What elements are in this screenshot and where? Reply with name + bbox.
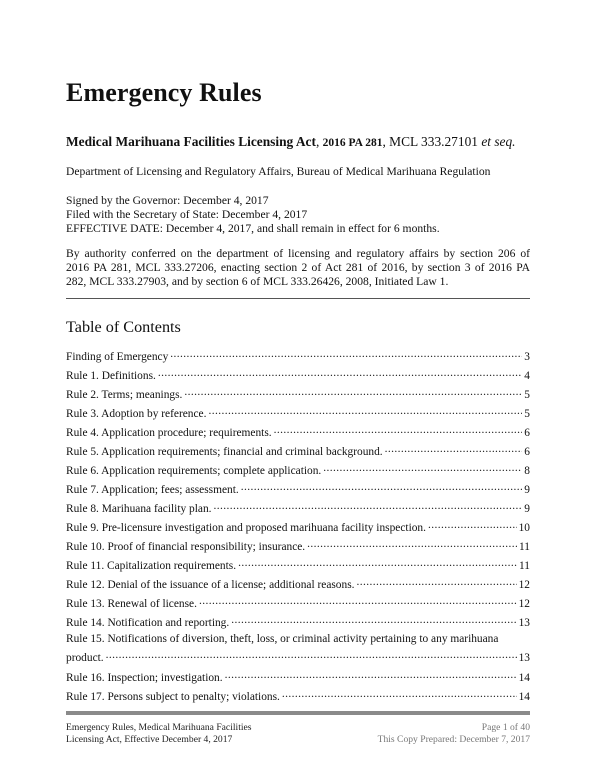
toc-entry-page: 12 [518,579,530,591]
effective-date: EFFECTIVE DATE: December 4, 2017, and shall remain in effect for 6 months. [66,222,440,235]
toc-entry[interactable] [66,367,530,383]
toc-entry-title: Rule 15. Notifications of diversion, theft, loss, or criminal activity pertaining to any marihuana [66,633,499,645]
toc-entry[interactable] [66,386,530,402]
footer-document-info [66,722,252,745]
toc-entry-title: Rule 6. Application requirements; complete application. [66,465,322,477]
authority-paragraph [66,247,530,289]
toc-leader-dots [428,519,517,531]
toc-leader-dots [170,348,522,360]
filed-date: Filed with the Secretary of State: December 4, 2017 [66,208,308,221]
footer-page-info [378,722,530,745]
toc-entry[interactable] [66,424,530,440]
toc-entry-page: 9 [524,503,530,515]
authority-line: 282, MCL 333.27903, and by section 6 of MCL 333.26426, 2008, Initiated Law 1. [66,275,449,288]
toc-leader-dots [307,538,517,550]
department-line [66,165,530,179]
toc-entry-page: 12 [518,598,530,610]
toc-entry[interactable] [66,500,530,516]
toc-entry-page: 8 [524,465,530,477]
act-mcl: , MCL 333.27101 [382,134,482,149]
toc-entry-page: 6 [524,427,530,439]
toc-entry[interactable] [66,614,530,630]
toc-entry[interactable] [66,557,530,573]
act-pa: 2016 PA 281 [322,137,383,149]
toc-entry-page: 11 [519,541,530,553]
toc-leader-dots [214,500,523,512]
act-citation [66,134,516,150]
toc-entry-page: 13 [518,652,530,664]
page-title: Emergency Rules [66,78,262,107]
toc-entry[interactable] [66,443,530,459]
footer-left-line2: Licensing Act, Effective December 4, 2017 [66,733,233,745]
toc-entry[interactable] [66,348,530,364]
toc-entry-page: 3 [524,351,530,363]
authority-line: 2016 PA 281, MCL 333.27206, enacting section 2 of Act 281 of 2016, by section 3 of 2016 PA [66,261,530,274]
department-text: Department of Licensing and Regulatory Affairs, Bureau of Medical Marihuana Regulation [66,165,491,178]
toc-entry-page: 4 [524,370,530,382]
toc-entry-page: 14 [518,691,530,703]
toc-leader-dots [274,424,523,436]
toc-entry-page: 11 [519,560,530,572]
toc-entry[interactable] [66,481,530,497]
toc-entry-title: Rule 10. Proof of financial responsibility; insurance. [66,541,306,553]
toc-entry[interactable] [66,519,530,535]
toc-leader-dots [199,595,517,607]
toc-entry-page: 5 [524,389,530,401]
toc-entry[interactable] [66,538,530,554]
toc-entry-title: Rule 9. Pre-licensure investigation and proposed marihuana facility inspection. [66,522,426,534]
toc-entry[interactable] [66,595,530,611]
toc-entry-title: Finding of Emergency [66,351,169,363]
toc-leader-dots [208,405,522,417]
toc-entry-title: Rule 5. Application requirements; financial and criminal background. [66,446,383,458]
toc-leader-dots [158,367,522,379]
toc-entry-title: Rule 11. Capitalization requirements. [66,560,237,572]
toc-leader-dots [323,462,522,474]
toc-entry-page: 13 [518,617,530,629]
toc-entry-page: 9 [524,484,530,496]
act-name: Medical Marihuana Facilities Licensing Act [66,134,316,149]
toc-entry-title: Rule 16. Inspection; investigation. [66,672,223,684]
toc-entry[interactable] [66,576,530,592]
toc-entry-title: Rule 14. Notification and reporting. [66,617,230,629]
toc-entry-page: 6 [524,446,530,458]
toc-leader-dots [282,688,517,700]
toc-entry[interactable] [66,669,530,685]
toc-entry-title: Rule 12. Denial of the issuance of a license; additional reasons. [66,579,355,591]
section-divider [66,298,530,299]
act-et-seq: et seq. [481,134,516,149]
toc-entry-title: Rule 2. Terms; meanings. [66,389,183,401]
toc-entry-title: Rule 3. Adoption by reference. [66,408,207,420]
toc-leader-dots [241,481,523,493]
toc-entry-page: 10 [518,522,530,534]
toc-entry-title: Rule 17. Persons subject to penalty; violations. [66,691,280,703]
page-number: Page 1 of 40 [481,722,530,733]
dates-block [66,194,530,236]
toc-entry-title: Rule 7. Application; fees; assessment. [66,484,239,496]
toc-entry[interactable] [66,633,530,666]
footer-divider [66,711,530,715]
toc-entry-title: Rule 8. Marihuana facility plan. [66,503,212,515]
toc-leader-dots [231,614,516,626]
toc-entry[interactable] [66,462,530,478]
toc-leader-dots [184,386,522,398]
toc-entry-title: Rule 1. Definitions. [66,370,156,382]
toc-entry-title-continued: product. [66,652,104,664]
toc-heading: Table of Contents [66,318,181,336]
toc-leader-dots [385,443,523,455]
act-sep: , [315,134,323,149]
toc-entry-page: 5 [524,408,530,420]
toc-entry[interactable] [66,688,530,704]
toc-leader-dots [225,669,517,681]
toc-leader-dots [238,557,517,569]
prepared-date: This Copy Prepared: December 7, 2017 [377,733,530,745]
toc-entry-page: 14 [518,672,530,684]
toc-leader-dots [356,576,516,588]
footer-left-line1: Emergency Rules, Medical Marihuana Facilities [66,722,252,733]
toc-entry-title: Rule 4. Application procedure; requirements. [66,427,272,439]
toc-leader-dots [106,649,517,661]
toc-entry[interactable] [66,405,530,421]
signed-date: Signed by the Governor: December 4, 2017 [66,194,269,207]
authority-line: By authority conferred on the department of licensing and regulatory affairs by section 206 of [66,247,530,260]
toc-entry-title: Rule 13. Renewal of license. [66,598,197,610]
